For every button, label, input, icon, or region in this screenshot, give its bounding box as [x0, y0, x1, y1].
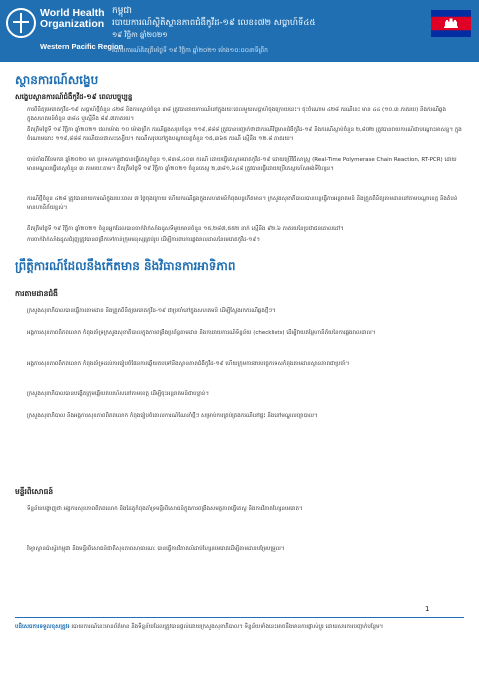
page-number: 1 — [425, 605, 430, 613]
report-title: របាយការណ៍ស្ថិតិស្ថានភាពជំងឺកូវីដ-១៩ លេខ៖៧២ សប្តាហ៍ទី៤៥ — [112, 18, 316, 28]
situation-bullet-5: ○ គិតត្រឹមថ្ងៃទី ១៩ វិច្ឆិកា ឆ្នាំ២០២១ ចំនួនអ្នកដែលបានចាក់វ៉ាក់សាំងដូសទីមួយមានចំនួន ១៥,២៨៧,៥៥២ នាក់ ស្មើនឹង ៩២.៦ ភាគរយនៃប្រជាជនគោលដៅ។ — [27, 225, 463, 234]
disclaimer-label: បដិសេធការទទួលខុសត្រូវ៖ — [15, 624, 70, 630]
country-name: កម្ពុជា — [112, 6, 132, 16]
situation-bullet-4: ○ ករណីថ្មីចំនួន ៤២៨ ត្រូវបានរាយការណ៍ក្នុងរយៈពេល ៧ ថ្ងៃចុងក្រោយ ហើយករណីឆ្លងក្នុងសហគមន៍កំពុងបន្តកើតមាន។ ក្រសួងសុខាភិបាលបានបន្តធ្វើការអន្តរាគមន៍ និងត្រួតពិនិត្យតាមដាននៅតាមបណ្តាខេត្ត និងតំបន់មានហានិភ័យខ្ពស់។ — [27, 195, 463, 221]
report-header — [0, 0, 479, 62]
footer-divider — [15, 617, 464, 618]
coordination-bullet-5: ○ ក្រសួងសុខាភិបាល និងអង្គការសុខភាពពិភពលោក កំពុងរៀបចំគោលការណ៍ណែនាំថ្មីៗ សម្រាប់ការគ្រប់គ្រងករណីនៅផ្ទះ និងនៅមណ្ឌលព្យាបាល។ — [27, 412, 463, 456]
who-emblem-icon — [6, 8, 36, 38]
situation-subtitle: សង្ខេបស្ថានការណ៍ជំងឺកូវីដ-១៩ ពេលបច្ចុប្បន្ន — [15, 93, 133, 101]
coordination-heading: ការតាមដានជំងឺ — [15, 289, 58, 298]
coordination-bullet-1: ○ ក្រសួងសុខាភិបាលបានធ្វើការតាមដាន និងត្រួតពិនិត្យមេរោគកូវីដ-១៩ ជាប្រចាំនៅក្នុងសហគមន៍ ដើម្បីស្វែងរកករណីឆ្លងថ្មីៗ។ — [27, 307, 463, 325]
lab-bullet-1: ○ ទិន្នន័យបង្ហាញថា អង្គការសុខភាពពិភពលោក និងដៃគូកំពុងគាំទ្រមន្ទីរពិសោធន៍ក្នុងការពង្រឹងសមត្ថភាពធ្វើតេស្ត និងការវិភាគហ្សែនមេរោគ។ — [27, 505, 463, 540]
response-title: ព្រឹត្តិការណ៍ដែលនឹងកើតមាន និងវិធានការអាទិភាព — [15, 259, 236, 273]
lab-bullet-2: ○ វិទ្យាស្ថានប៉ាស្ទ័រកម្ពុជា និងមន្ទីរពិសោធន៍ជាតិសុខភាពសាធារណៈ បានធ្វើការវិភាគលំដាប់ហ្សែនមេរោគដើម្បីតាមដានបម្រែបម្រួល។ — [27, 545, 463, 563]
org-name-line2: Organization — [40, 18, 105, 30]
cambodia-flag-icon — [431, 10, 471, 37]
report-period: របាយការណ៍គិតត្រឹមថ្ងៃទី ១៩ វិច្ឆិកា ឆ្នាំ២០២១ ម៉ោង១០:០០នាទីព្រឹក — [112, 47, 268, 54]
report-date: ១៩ វិច្ឆិកា ឆ្នាំ២០២១ — [112, 31, 168, 39]
disclaimer — [15, 623, 465, 632]
situation-bullet-3: ○ ចាប់តាំងពីខែមករា ឆ្នាំ២០២០ មក ប្រទេសកម្ពុជាបានធ្វើតេស្តចំនួន ១,៨៣៨,៤០៣ ករណី ដោយធ្វើតេស្តមេរោគកូវីដ-១៩ ដោយប្រើវិធីសាស្ត្រ (Real-Time Polymerase Chain Reaction, RT-PCR) ដោយមានមណ្ឌលធ្វើតេស្តចំនួន ៣ តាមរយៈតាម។ គិតត្រឹមថ្ងៃទី ១៩ វិច្ឆិកា ឆ្នាំ២០២១ ចំនួនតេស្ត ២,៣៨១,៦៤៨ ត្រូវបានធ្វើដោយប្រើតេស្តរហ័សអង់ទីហ្សែន។ — [27, 156, 463, 191]
lab-heading: មន្ទីរពិសោធន៍ — [15, 487, 54, 496]
situation-bullet-1: ○ ការពិនិត្យមេរោគកូវីដ-១៩ សប្តាហ៍ថ្មីចំនួន ៤២៨ និងការស្លាប់ចំនួន ៣៨ ត្រូវបានរាយការណ៍នៅក្នុងរយៈពេលមួយសប្តាហ៍ចុងក្រោយនេះ។ ចុះចំណោម ៤២៨ ករណីនេះ មាន ៤៤ (១០.៣ ភាគរយ) និងករណីឆ្លងក្នុងសហគមន៍ចំនួន ៣៨៤ ឬស្មើនឹង ៨៩.៧ភាគរយ។ — [27, 106, 463, 124]
org-name — [40, 8, 105, 30]
coordination-bullet-2: ○ អង្គការសុខភាពពិភពលោក កំពុងគាំទ្រក្រសួងសុខាភិបាលក្នុងការពង្រឹងប្រព័ន្ធតាមដាន និងការរាយការណ៍ទិន្នន័យ (checklists) ដើម្បីវាយតម្លៃហានិភ័យនៃការឆ្លងរាលដាល។ — [27, 329, 463, 355]
coordination-bullet-4: ○ ក្រសួងសុខាភិបាលបានបង្កើតក្រុមឆ្លើយតបរហ័សនៅតាមខេត្ត ដើម្បីចុះអន្តរាគមន៍ជាបន្ទាន់។ — [27, 390, 463, 408]
org-region: Western Pacific Region — [40, 42, 124, 51]
disclaimer-text: របាយការណ៍នេះមានព័ត៌មាន និងទិន្នន័យដែលត្រូវបានផ្តល់ដោយក្រសួងសុខាភិបាល។ ទិន្នន័យទាំងនេះអាចនឹងមានការផ្លាស់ប្តូរ ដោយសារការបញ្ជាក់បន្ថែម។ — [71, 624, 384, 630]
org-name-line1: World Health — [40, 7, 105, 19]
situation-title: ស្ថានការណ៍សង្ខេប — [15, 73, 99, 87]
situation-bullet-6: ○ ការចាក់វ៉ាក់សាំងដូសជំរុញត្រូវបានពង្រីកទៅកាន់ក្រុមមនុស្សគ្រប់រូប ដើម្បីការពារការឆ្លងរាលដាលនៃមេរោគកូវីដ-១៩។ — [27, 236, 463, 245]
situation-bullet-2: ○ គិតត្រឹមថ្ងៃទី ១៩ វិច្ឆិកា ឆ្នាំ២០២១ វេលាម៉ោង ១០ ម៉ោងព្រឹក ករណីឆ្លងសរុបចំនួន ១១៩,៨៨៨ ត្រូវបានបញ្ជាក់ថាជាករណីវិជ្ជមានជំងឺកូវីដ-១៩ និងករណីស្លាប់ចំនួន ២,៨៧២ ត្រូវបានរាយការណ៍ជាបណ្តោះអាសន្ន។ ក្នុងចំណោមនោះ ១១៩,៨៨៨ ករណីបានជាសះស្បើយ។ ករណីសរុបនៅក្នុងបណ្តាខេត្តចំនួន ១៥,៣៦៥ ករណី ស្មើនឹង ១២.៨ ភាគរយ។ — [27, 126, 463, 152]
coordination-bullet-3: ○ អង្គការសុខភាពពិភពលោក កំពុងគាំទ្រដល់ការរៀបចំផែនការឆ្លើយតបទៅនឹងស្ថានភាពជំងឺកូវីដ-១៩ ហើយក្រុមការងារបច្ចេកទេសកំពុងតាមដានស្ថានភាពជាប្រចាំ។ — [27, 360, 463, 386]
